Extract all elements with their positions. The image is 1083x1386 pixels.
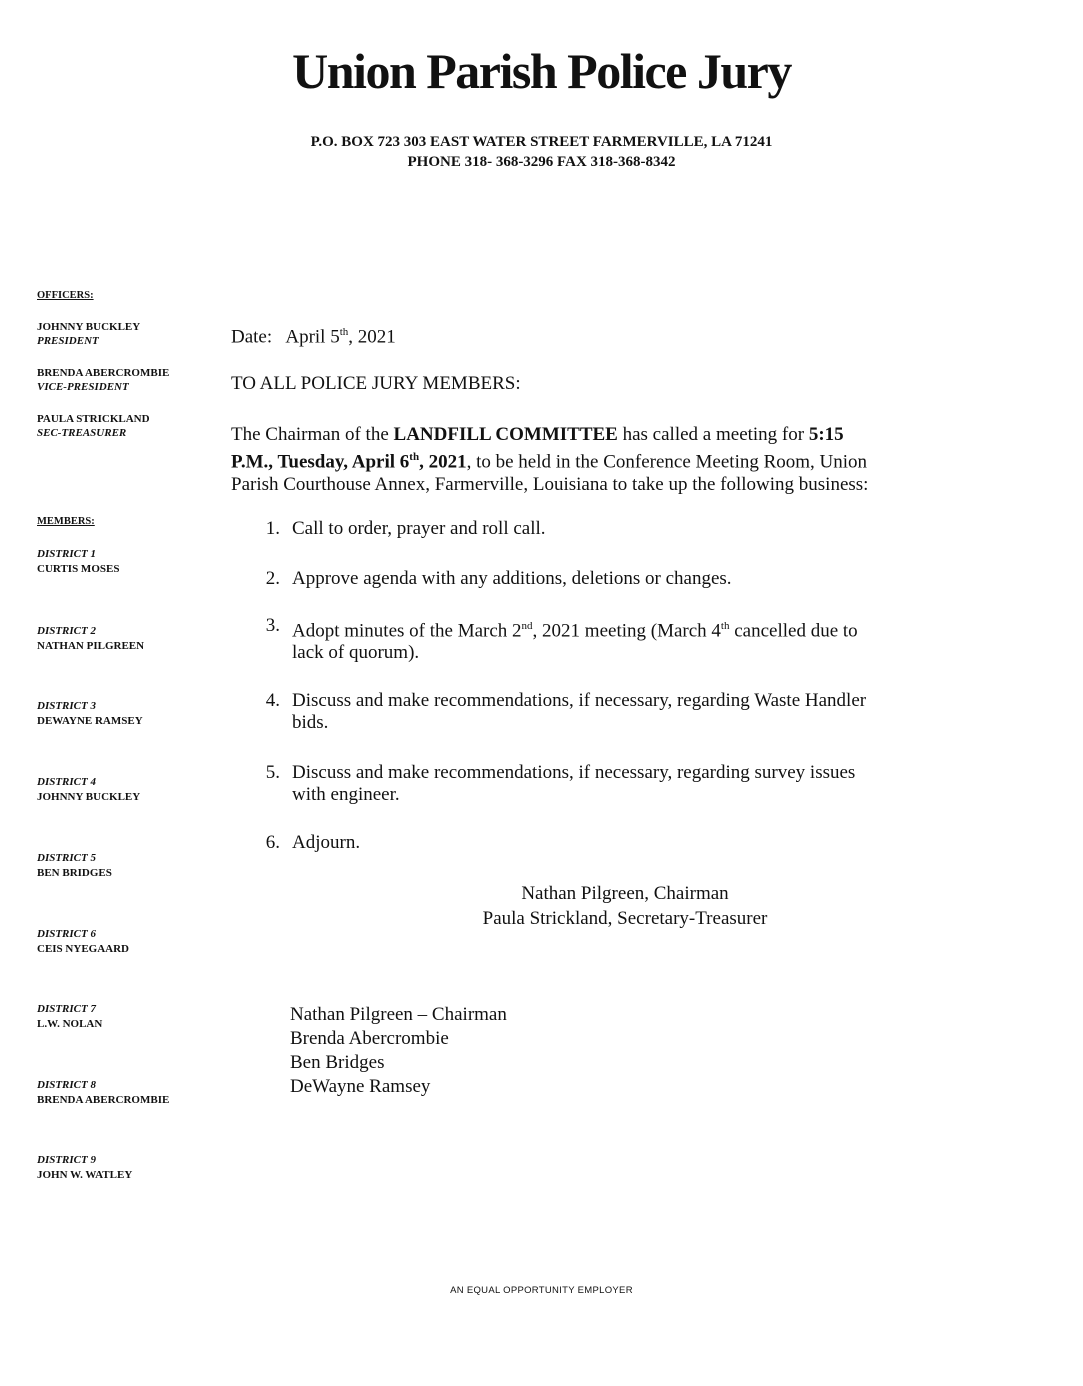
date-month-day: April 5 bbox=[285, 326, 340, 348]
signature-chairman: Nathan Pilgreen, Chairman bbox=[521, 883, 729, 904]
committee-member: Nathan Pilgreen – Chairman bbox=[290, 1004, 507, 1025]
agenda-number: 1. bbox=[265, 518, 280, 539]
officer-name: PAULA STRICKLAND bbox=[37, 413, 150, 425]
agenda-number: 4. bbox=[265, 690, 280, 711]
meeting-date-sup: th bbox=[409, 451, 420, 463]
meeting-date: P.M., Tuesday, April 6 bbox=[231, 451, 410, 473]
member-district: DISTRICT 1 bbox=[37, 548, 96, 560]
member-name: JOHN W. WATLEY bbox=[37, 1169, 133, 1181]
agenda-item bbox=[292, 615, 952, 664]
meeting-year: , 2021 bbox=[419, 451, 467, 473]
footer-eoe: AN EQUAL OPPORTUNITY EMPLOYER bbox=[450, 1285, 633, 1296]
meeting-time: 5:15 bbox=[808, 424, 844, 445]
committee-name: LANDFILL COMMITTEE bbox=[393, 424, 618, 445]
agenda-text: bids. bbox=[292, 712, 329, 733]
member-name: CEIS NYEGAARD bbox=[37, 943, 129, 955]
agenda-item: Approve agenda with any additions, deletions or changes. bbox=[292, 568, 732, 589]
officers-heading: OFFICERS: bbox=[37, 290, 94, 301]
member-district: DISTRICT 7 bbox=[37, 1003, 96, 1015]
committee-member: DeWayne Ramsey bbox=[290, 1076, 431, 1097]
agenda-text: Adopt minutes of the March 2 bbox=[292, 620, 522, 642]
date-label: Date: bbox=[231, 326, 273, 348]
signature-secretary: Paula Strickland, Secretary-Treasurer bbox=[482, 908, 768, 929]
agenda-sup: nd bbox=[521, 620, 533, 632]
intro-line-1 bbox=[231, 423, 971, 446]
officer-role: SEC-TREASURER bbox=[37, 427, 127, 439]
officer-role: VICE-PRESIDENT bbox=[37, 381, 129, 393]
agenda-number: 2. bbox=[265, 568, 280, 589]
committee-member: Brenda Abercrombie bbox=[290, 1028, 449, 1049]
committee-members bbox=[290, 1003, 507, 1099]
agenda-item: Adjourn. bbox=[292, 832, 361, 853]
salutation: TO ALL POLICE JURY MEMBERS: bbox=[231, 373, 521, 394]
member-name: DEWAYNE RAMSEY bbox=[37, 715, 143, 727]
agenda-number: 6. bbox=[265, 832, 280, 853]
member-name: BRENDA ABERCROMBIE bbox=[37, 1094, 170, 1106]
agenda-text: Discuss and make recommendations, if necessary, regarding survey issues bbox=[292, 762, 856, 783]
member-name: CURTIS MOSES bbox=[37, 563, 120, 575]
member-name: L.W. NOLAN bbox=[37, 1018, 103, 1030]
intro-line-3 bbox=[231, 473, 971, 496]
member-name: JOHNNY BUCKLEY bbox=[37, 791, 141, 803]
date-year: , 2021 bbox=[348, 326, 396, 348]
member-name: BEN BRIDGES bbox=[37, 867, 112, 879]
letterhead-address: P.O. BOX 723 303 EAST WATER STREET FARMERVILLE, LA 71241 bbox=[310, 134, 773, 150]
agenda-text: lack of quorum). bbox=[292, 642, 420, 664]
officer-name: JOHNNY BUCKLEY bbox=[37, 321, 141, 333]
intro-text: Parish Courthouse Annex, Farmerville, Louisiana to take up the following business: bbox=[231, 474, 869, 496]
agenda-item bbox=[292, 690, 952, 734]
member-district: DISTRICT 4 bbox=[37, 776, 96, 788]
intro-text: The Chairman of the bbox=[231, 424, 394, 445]
letterhead-phone: PHONE 318- 368-3296 FAX 318-368-8342 bbox=[407, 154, 676, 170]
agenda-item bbox=[292, 762, 952, 806]
letter-date bbox=[231, 321, 396, 348]
officer-role: PRESIDENT bbox=[37, 335, 99, 347]
agenda-text: , 2021 meeting (March 4 bbox=[532, 620, 721, 642]
committee-member: Ben Bridges bbox=[290, 1052, 385, 1073]
member-name: NATHAN PILGREEN bbox=[37, 640, 145, 652]
agenda-number: 5. bbox=[265, 762, 280, 783]
member-district: DISTRICT 8 bbox=[37, 1079, 96, 1091]
intro-text: , to be held in the Conference Meeting Room, Union bbox=[466, 451, 868, 473]
member-district: DISTRICT 9 bbox=[37, 1154, 96, 1166]
member-district: DISTRICT 3 bbox=[37, 700, 96, 712]
intro-text: has called a meeting for bbox=[617, 424, 809, 445]
intro-paragraph bbox=[231, 423, 971, 496]
member-district: DISTRICT 6 bbox=[37, 928, 96, 940]
member-district: DISTRICT 5 bbox=[37, 852, 96, 864]
member-district: DISTRICT 2 bbox=[37, 625, 96, 637]
agenda-text: cancelled due to bbox=[729, 620, 858, 642]
date-sup: th bbox=[339, 326, 349, 338]
agenda-sup: th bbox=[720, 620, 730, 632]
agenda-text: Discuss and make recommendations, if necessary, regarding Waste Handler bbox=[292, 690, 867, 711]
agenda-number: 3. bbox=[265, 615, 280, 636]
agenda-item: Call to order, prayer and roll call. bbox=[292, 518, 546, 539]
officer-name: BRENDA ABERCROMBIE bbox=[37, 367, 170, 379]
letterhead-title: Union Parish Police Jury bbox=[292, 43, 791, 99]
members-heading: MEMBERS: bbox=[37, 516, 95, 527]
intro-line-2 bbox=[231, 446, 971, 473]
agenda-text: with engineer. bbox=[292, 784, 400, 805]
